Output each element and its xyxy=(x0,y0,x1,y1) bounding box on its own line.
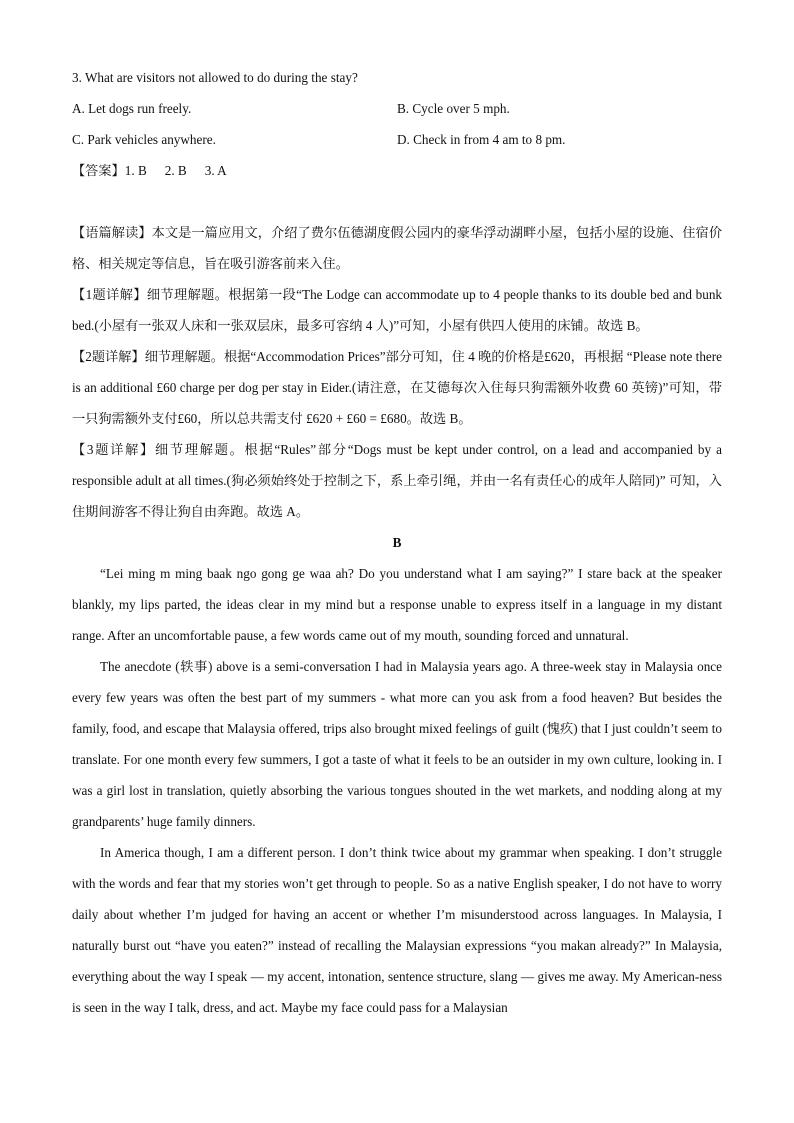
passage-b-title: B xyxy=(392,535,402,550)
q1-label: 【1题详解】 xyxy=(72,287,147,302)
summary-label: 【语篇解读】 xyxy=(72,225,152,240)
exam-page xyxy=(72,62,722,1023)
q3-label: 【3题详解】 xyxy=(72,442,155,457)
q1-explanation xyxy=(72,279,722,341)
q2-explanation xyxy=(72,341,722,434)
passage-b-paragraph: The anecdote (轶事) above is a semi-conversation I had in Malaysia years ago. A three-week stay in Malaysia once every few years was often the best part of my summers - what more can you ask from a food heaven? But besides the family, food, and escape that Malaysia offered, trips also brought mixed feelings of guilt (愧疚) that I just couldn’t seem to translate. For one month every few summers, I got a taste of what it feels to be an outsider in my own culture, looking in. I was a girl lost in translation, quietly absorbing the various tongues shouted in the wet markets, and nodding along at my grandparents’ huge family dinners. xyxy=(72,659,722,829)
question-3-options xyxy=(72,93,722,155)
q3-explanation xyxy=(72,434,722,527)
passage-b-paragraph: “Lei ming m ming baak ngo gong ge waa ah? Do you understand what I am saying?” I stare back at the speaker blankly, my lips parted, the ideas clear in my mind but a response unable to express itself in a language in my distant range. After an uncomfortable pause, a few words came out of my mouth, sounding forced and unnatural. xyxy=(72,566,722,643)
answer-item-2: 2. B xyxy=(164,163,187,178)
q2-text: 细节理解题。根据“Accommodation Prices”部分可知，住 4 晚的价格是£620，再根据 “Please note there is an additional £60 charge per dog per stay in Eider.(请注意，在艾德每次入住每只狗需额外收费 60 英镑)”可知，带一只狗需额外支付£60，所以总共需支付 £620 + £60 = £680。故选 B。 xyxy=(72,349,723,426)
answer-item-1: 1. B xyxy=(124,163,147,178)
option-b: B. Cycle over 5 mph. xyxy=(397,101,510,116)
option-d: D. Check in from 4 am to 8 pm. xyxy=(397,132,566,147)
q3-text: 细节理解题。根据“Rules”部分“Dogs must be kept under control, on a lead and accompanied by a responsible adult at all times.(狗必须始终处于控制之下，系上牵引绳，并由一名有责任心的成年人陪同)” 可知，入住期间游客不得让狗自由奔跑。故选 A。 xyxy=(72,442,723,519)
answer-label: 【答案】 xyxy=(72,163,125,178)
q1-text: 细节理解题。根据第一段“The Lodge can accommodate up to 4 people thanks to its double bed and bunk bed.(小屋有一张双人床和一张双层床，最多可容纳 4 人)”可知，小屋有供四人使用的床铺。故选 B。 xyxy=(72,287,723,333)
passage-b-paragraph: In America though, I am a different person. I don’t think twice about my grammar when speaking. I don’t struggle with the words and fear that my stories won’t get through to people. So as a native English speaker, I do not have to worry daily about whether I’m judged for having an accent or whether I’m misunderstood across languages. In Malaysia, I naturally burst out “have you eaten?” instead of recalling the Malaysian expressions “you makan already?” In Malaysia, everything about the way I speak — my accent, intonation, sentence structure, slang — gives me away. My American-ness is seen in the way I talk, dress, and act. Maybe my face could pass for a Malaysian xyxy=(72,845,722,1015)
question-3-stem: 3. What are visitors not allowed to do during the stay? xyxy=(72,70,358,85)
passage-summary xyxy=(72,217,722,279)
option-c: C. Park vehicles anywhere. xyxy=(72,132,216,147)
answer-key xyxy=(72,155,722,186)
q2-label: 【2题详解】 xyxy=(72,349,145,364)
spacer xyxy=(72,186,722,217)
answer-item-3: 3. A xyxy=(204,163,227,178)
summary-text: 本文是一篇应用文，介绍了费尔伍德湖度假公园内的豪华浮动湖畔小屋，包括小屋的设施、住宿价格、相关规定等信息，旨在吸引游客前来入住。 xyxy=(72,225,723,271)
option-a: A. Let dogs run freely. xyxy=(72,101,192,116)
